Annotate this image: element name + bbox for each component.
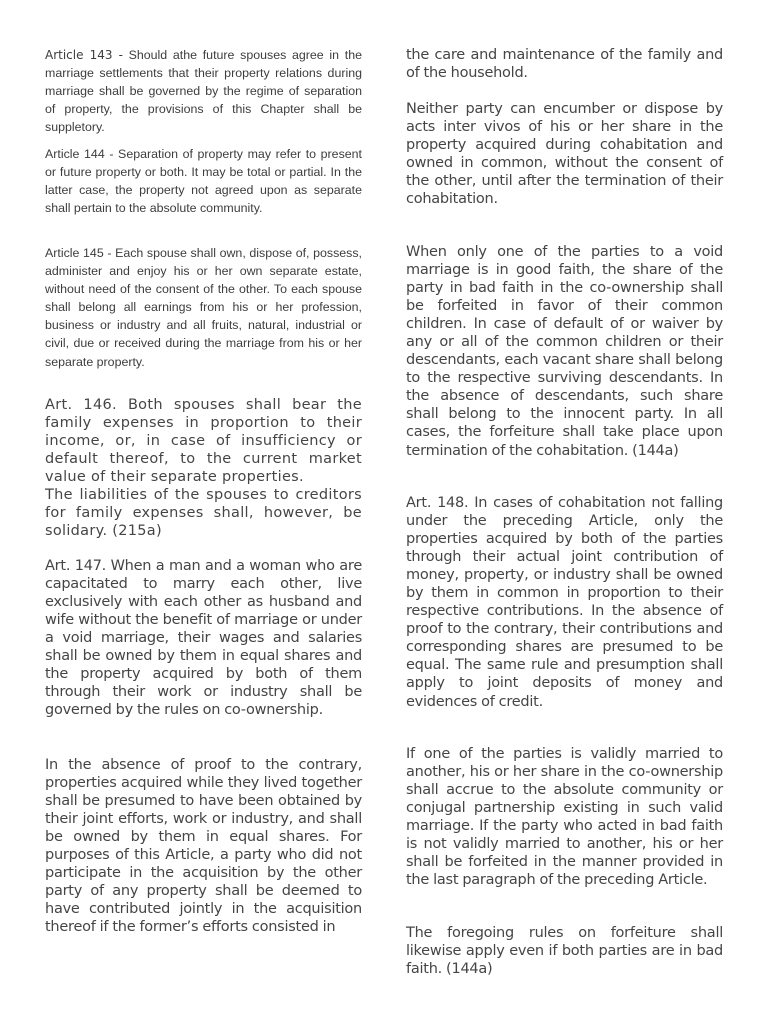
article-143-lead: Article 143 - [45,48,123,62]
article-146: Art. 146. Both spouses shall bear the family expenses in proportion to their income, or, in case of insufficiency or default thereof, to the current market value of their separate properties. [45,397,362,486]
article-148-forfeiture: The foregoing rules on forfeiture shall likewise apply even if both parties are in bad faith. (144a) [406,925,723,978]
article-147: Art. 147. When a man and a woman who are capacitated to marry each other, live exclusively with each other as husband and wife without the benefit of marriage or under a void marriage, their wages and salaries shall be owned by them in equal shares and the property acquired by both of them through their work or industry shall be governed by the rules on co-ownership. [45,558,362,719]
article-143 [45,46,362,136]
article-144: Article 144 - Separation of property may refer to present or future property or both. It may be total or partial. In the latter case, the property not agreed upon as separate shall pertain to the absolute community. [45,147,362,216]
article-148-married: If one of the parties is validly married to another, his or her share in the co-ownership shall accrue to the absolute community or conjugal partnership existing in such valid marriage. If the party who acted in bad faith is not validly married to another, his or her shall be forfeited in the manner provided in the last paragraph of the preceding Article. [406,746,723,889]
article-147-void-marriage: When only one of the parties to a void marriage is in good faith, the share of the party in bad faith in the co-ownership shall be forfeited in favor of their common children. In case of default of or waiver by any or all of the common children or their descendants, each vacant share shall belong to the respective surviving descendants. In the absence of descendants, such share shall belong to the innocent party. In all cases, the forfeiture shall take place upon termination of the cohabitation. (144a) [406,244,723,459]
article-145: Article 145 - Each spouse shall own, dispose of, possess, administer and enjoy his or her own separate estate, without need of the consent of the other. To each spouse shall belong all earnings from his or her profession, business or industry and all fruits, natural, industrial or civil, due or received during the marriage from his or her separate property. [45,246,362,369]
article-143-text: Should athe future spouses agree in the marriage settlements that their property relations during marriage shall be governed by the regime of separation of property, the provisions of this Chapter shall be suppletory. [45,48,362,135]
article-147-proof: In the absence of proof to the contrary, properties acquired while they lived together shall be presumed to have been obtained by their joint efforts, work or industry, and shall be owned by them in equal shares. For purposes of this Article, a party who did not participate in the acquisition by the other party of any property shall be deemed to have contributed jointly in the acquisition thereof if the former’s efforts consisted in [45,757,362,936]
article-146-liabilities: The liabilities of the spouses to creditors for family expenses shall, however, be solidary. (215a) [45,487,362,540]
article-147-encumber: Neither party can encumber or dispose by acts inter vivos of his or her share in the property acquired during cohabitation and owned in common, without the consent of the other, until after the termination of their cohabitation. [406,101,723,208]
article-147-continued: the care and maintenance of the family and of the household. [406,47,723,82]
article-148: Art. 148. In cases of cohabitation not falling under the preceding Article, only the properties acquired by both of the parties through their actual joint contribution of money, property, or industry shall be owned by them in common in proportion to their respective contributions. In the absence of proof to the contrary, their contributions and corresponding shares are presumed to be equal. The same rule and presumption shall apply to joint deposits of money and evidences of credit. [406,495,723,710]
